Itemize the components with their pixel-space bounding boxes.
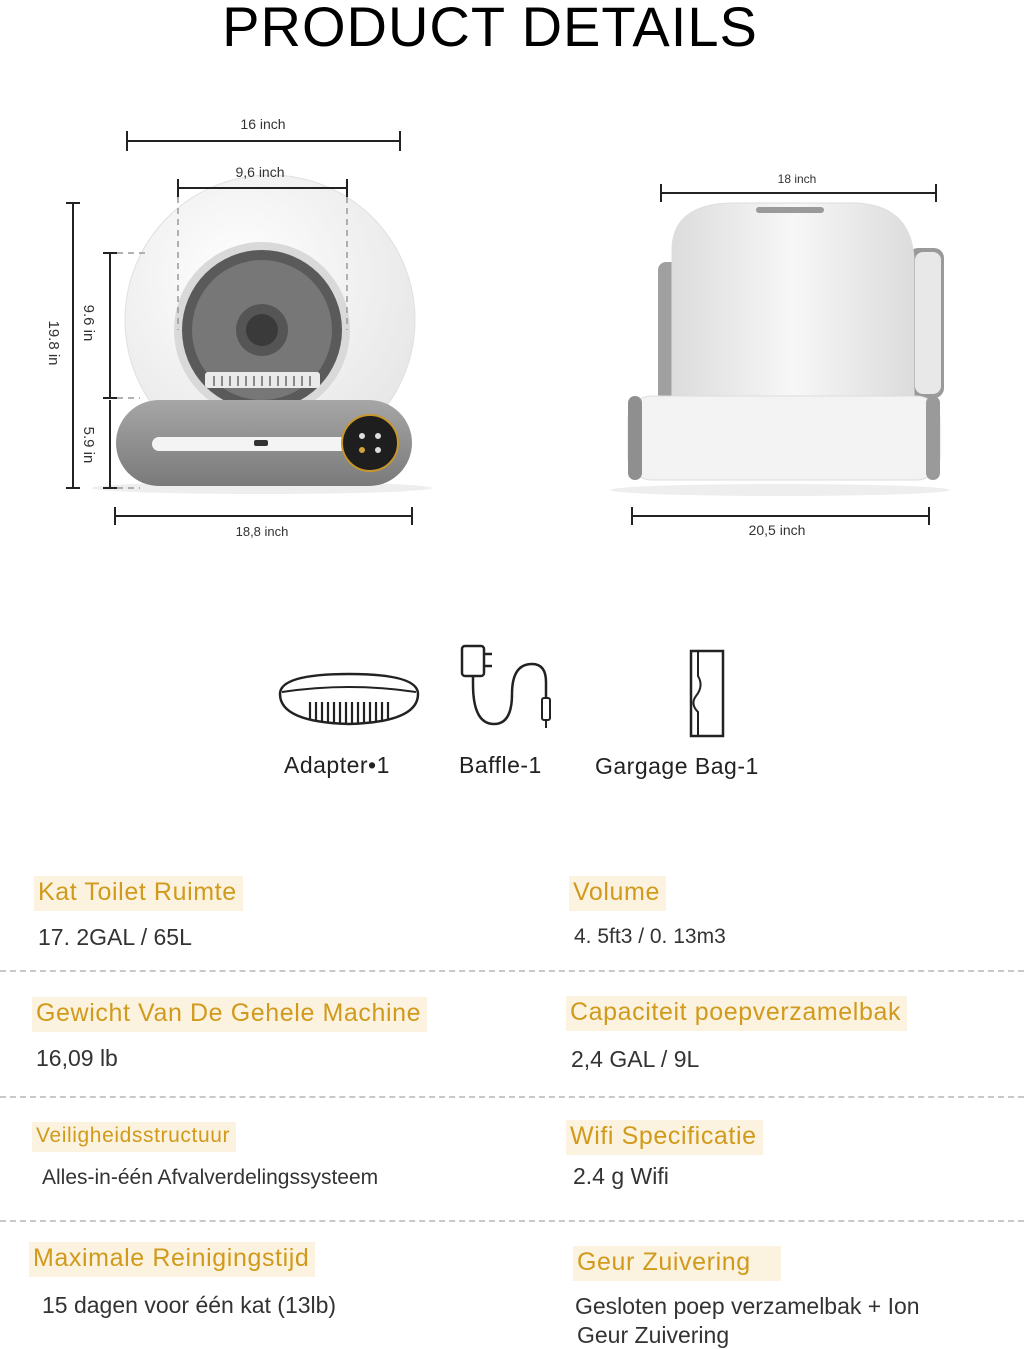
spec-label: Geur Zuivering <box>573 1246 781 1281</box>
spec-label: Volume <box>569 876 666 911</box>
dimension-front-width-bottom: 18,8 inch <box>235 524 289 539</box>
dimension-front-opening: 9,6 inch <box>235 164 285 180</box>
front-view-device <box>92 175 432 494</box>
dimension-side-width-top: 18 inch <box>777 172 817 186</box>
accessory-label-adapter: Adapter•1 <box>284 752 390 778</box>
spec-value: 2.4 g Wifi <box>573 1163 669 1189</box>
spec-label: Maximale Reinigingstijd <box>29 1242 315 1277</box>
spec-value: 16,09 lb <box>36 1045 118 1071</box>
dimension-front-height-total: 19.8 in <box>45 320 62 366</box>
spec-value: 17. 2GAL / 65L <box>38 924 192 950</box>
spec-label: Wifi Specificatie <box>566 1120 763 1155</box>
spec-value: 2,4 GAL / 9L <box>571 1046 700 1072</box>
spec-value: 4. 5ft3 / 0. 13m3 <box>574 925 726 948</box>
spec-value: 15 dagen voor één kat (13lb) <box>42 1292 337 1318</box>
baffle-icon <box>274 664 424 734</box>
page-title: PRODUCT DETAILS <box>222 0 758 58</box>
spec-value: Alles-in-één Afvalverdelingssysteem <box>42 1166 379 1189</box>
side-view-device <box>610 203 950 496</box>
dimension-side-width-bottom: 20,5 inch <box>748 522 806 538</box>
product-dimension-diagram <box>0 0 1024 560</box>
spec-label: Gewicht Van De Gehele Machine <box>32 997 427 1032</box>
dimension-front-width-top: 16 inch <box>240 116 286 132</box>
divider <box>0 1220 1024 1222</box>
accessory-label-garbage-bag: Gargage Bag-1 <box>595 753 759 779</box>
spec-label: Kat Toilet Ruimte <box>34 876 243 911</box>
divider <box>0 1096 1024 1098</box>
power-adapter-icon <box>456 638 556 733</box>
accessory-label-baffle: Baffle-1 <box>459 752 542 778</box>
spec-label: Capaciteit poepverzamelbak <box>566 996 907 1031</box>
spec-value-line-2: Geur Zuivering <box>577 1322 730 1348</box>
spec-value-line-1: Gesloten poep verzamelbak + Ion <box>575 1293 920 1319</box>
dimension-front-height-lower: 5.9 in <box>80 426 97 464</box>
dimension-front-height-upper: 9.6 in <box>80 304 97 342</box>
spec-label: Veiligheidsstructuur <box>32 1122 236 1152</box>
garbage-bag-roll-icon <box>684 646 734 741</box>
divider <box>0 970 1024 972</box>
